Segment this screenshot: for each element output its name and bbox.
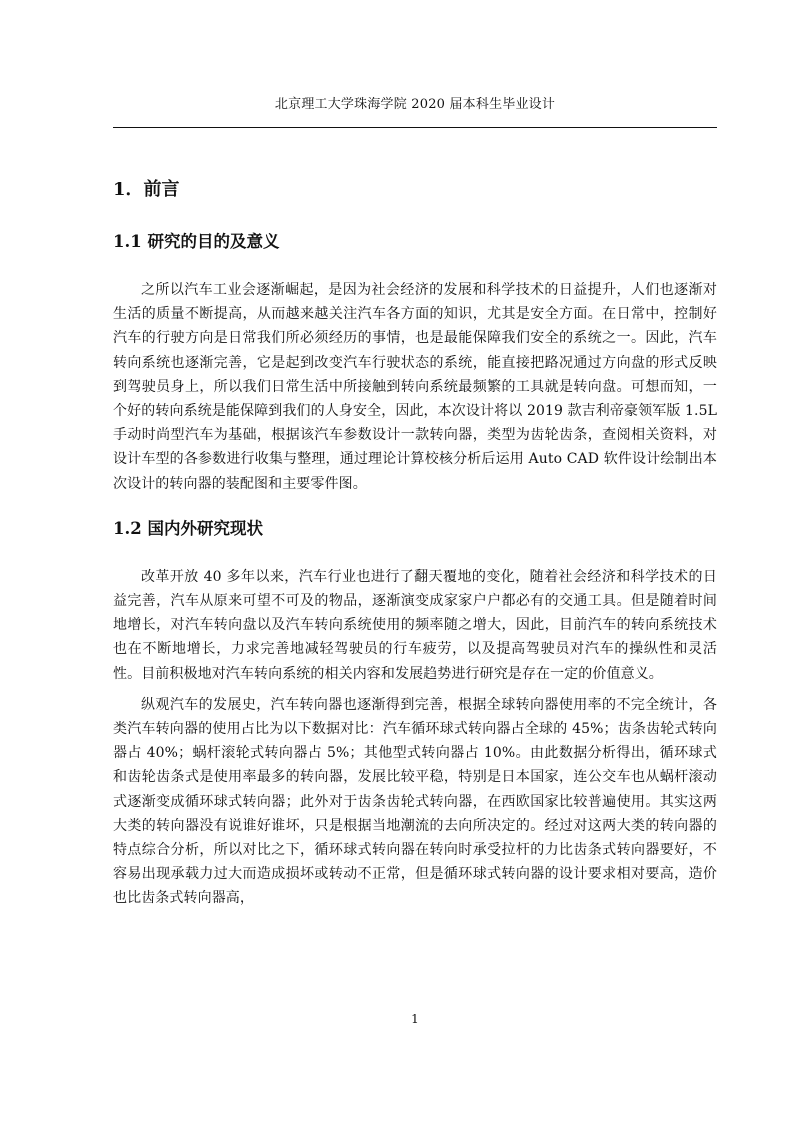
chapter-title: 1．前言 (113, 179, 180, 200)
header-rule (113, 127, 717, 128)
paragraph-1-2-a: 改革开放 40 多年以来，汽车行业也进行了翻天覆地的变化，随着社会经济和科学技术的日益完善，汽车从原来可望不可及的物品，逐渐演变成家家户户都必有的交通工具。但是随着时间地增长，对汽车转向盘以及汽车转向系统使用的频率随之增大，因此，目前汽车的转向系统技术也在不断地增长，力求完善地减轻驾驶员的行车疲劳，以及提高驾驶员对汽车的操纵性和灵活性。目前积极地对汽车转向系统的相关内容和发展趋势进行研究是存在一定的价值意义。 (113, 568, 717, 682)
section-title-1-1: 1.1 研究的目的及意义 (113, 232, 280, 251)
page-number: 1 (411, 1012, 419, 1026)
section-title-1-2: 1.2 国内外研究现状 (113, 518, 263, 538)
page-body (113, 168, 717, 911)
paragraph-1-1: 之所以汽车工业会逐渐崛起，是因为社会经济的发展和科学技术的日益提升，人们也逐渐对生活的质量不断提高，从而越来越关注汽车各方面的知识，尤其是安全方面。在日常中，控制好汽车的行驶方向是日常我们所必须经历的事情，也是最能保障我们安全的系统之一。因此，汽车转向系统也逐渐完善，它是起到改变汽车行驶状态的系统，能直接把路况通过方向盘的形式反映到驾驶员身上，所以我们日常生活中所接触到转向系统最频繁的工具就是转向盘。可想而知，一个好的转向系统是能保障到我们的人身安全，因此，本次设计将以 2019 款吉利帝豪领军版 1.5L 手动时尚型汽车为基础，根据该汽车参数设计一款转向器，类型为齿轮齿条，查阅相关资料，对设计车型的各参数进行收集与整理，通过理论计算校核分析后运用 Auto CAD 软件设计绘制出本次设计的转向器的装配图和主要零件图。 (113, 282, 717, 492)
paragraph-1-2-b: 纵观汽车的发展史，汽车转向器也逐渐得到完善，根据全球转向器使用率的不完全统计，各类汽车转向器的使用占比为以下数据对比：汽车循环球式转向器占全球的 45%；齿条齿轮式转向器占 40%；蜗杆滚轮式转向器占 5%；其他型式转向器占 10%。由此数据分析得出，循环球式和齿轮齿条式是使用率最多的转向器，发展比较平稳，特别是日本国家，连公交车也从蜗杆滚动式逐渐变成循环球式转向器；此外对于齿条齿轮式转向器，在西欧国家比较普遍使用。其实这两大类的转向器没有说谁好谁坏，只是根据当地潮流的去向所决定的。经过对这两大类的转向器的特点综合分析，所以对比之下，循环球式转向器在转向时承受拉杆的力比齿条式转向器要好，不容易出现承载力过大而造成损坏或转动不正常，但是循环球式转向器的设计要求相对要高，造价也比齿条式转向器高， (113, 696, 717, 907)
running-header: 北京理工大学珠海学院 2020 届本科生毕业设计 (274, 97, 556, 112)
